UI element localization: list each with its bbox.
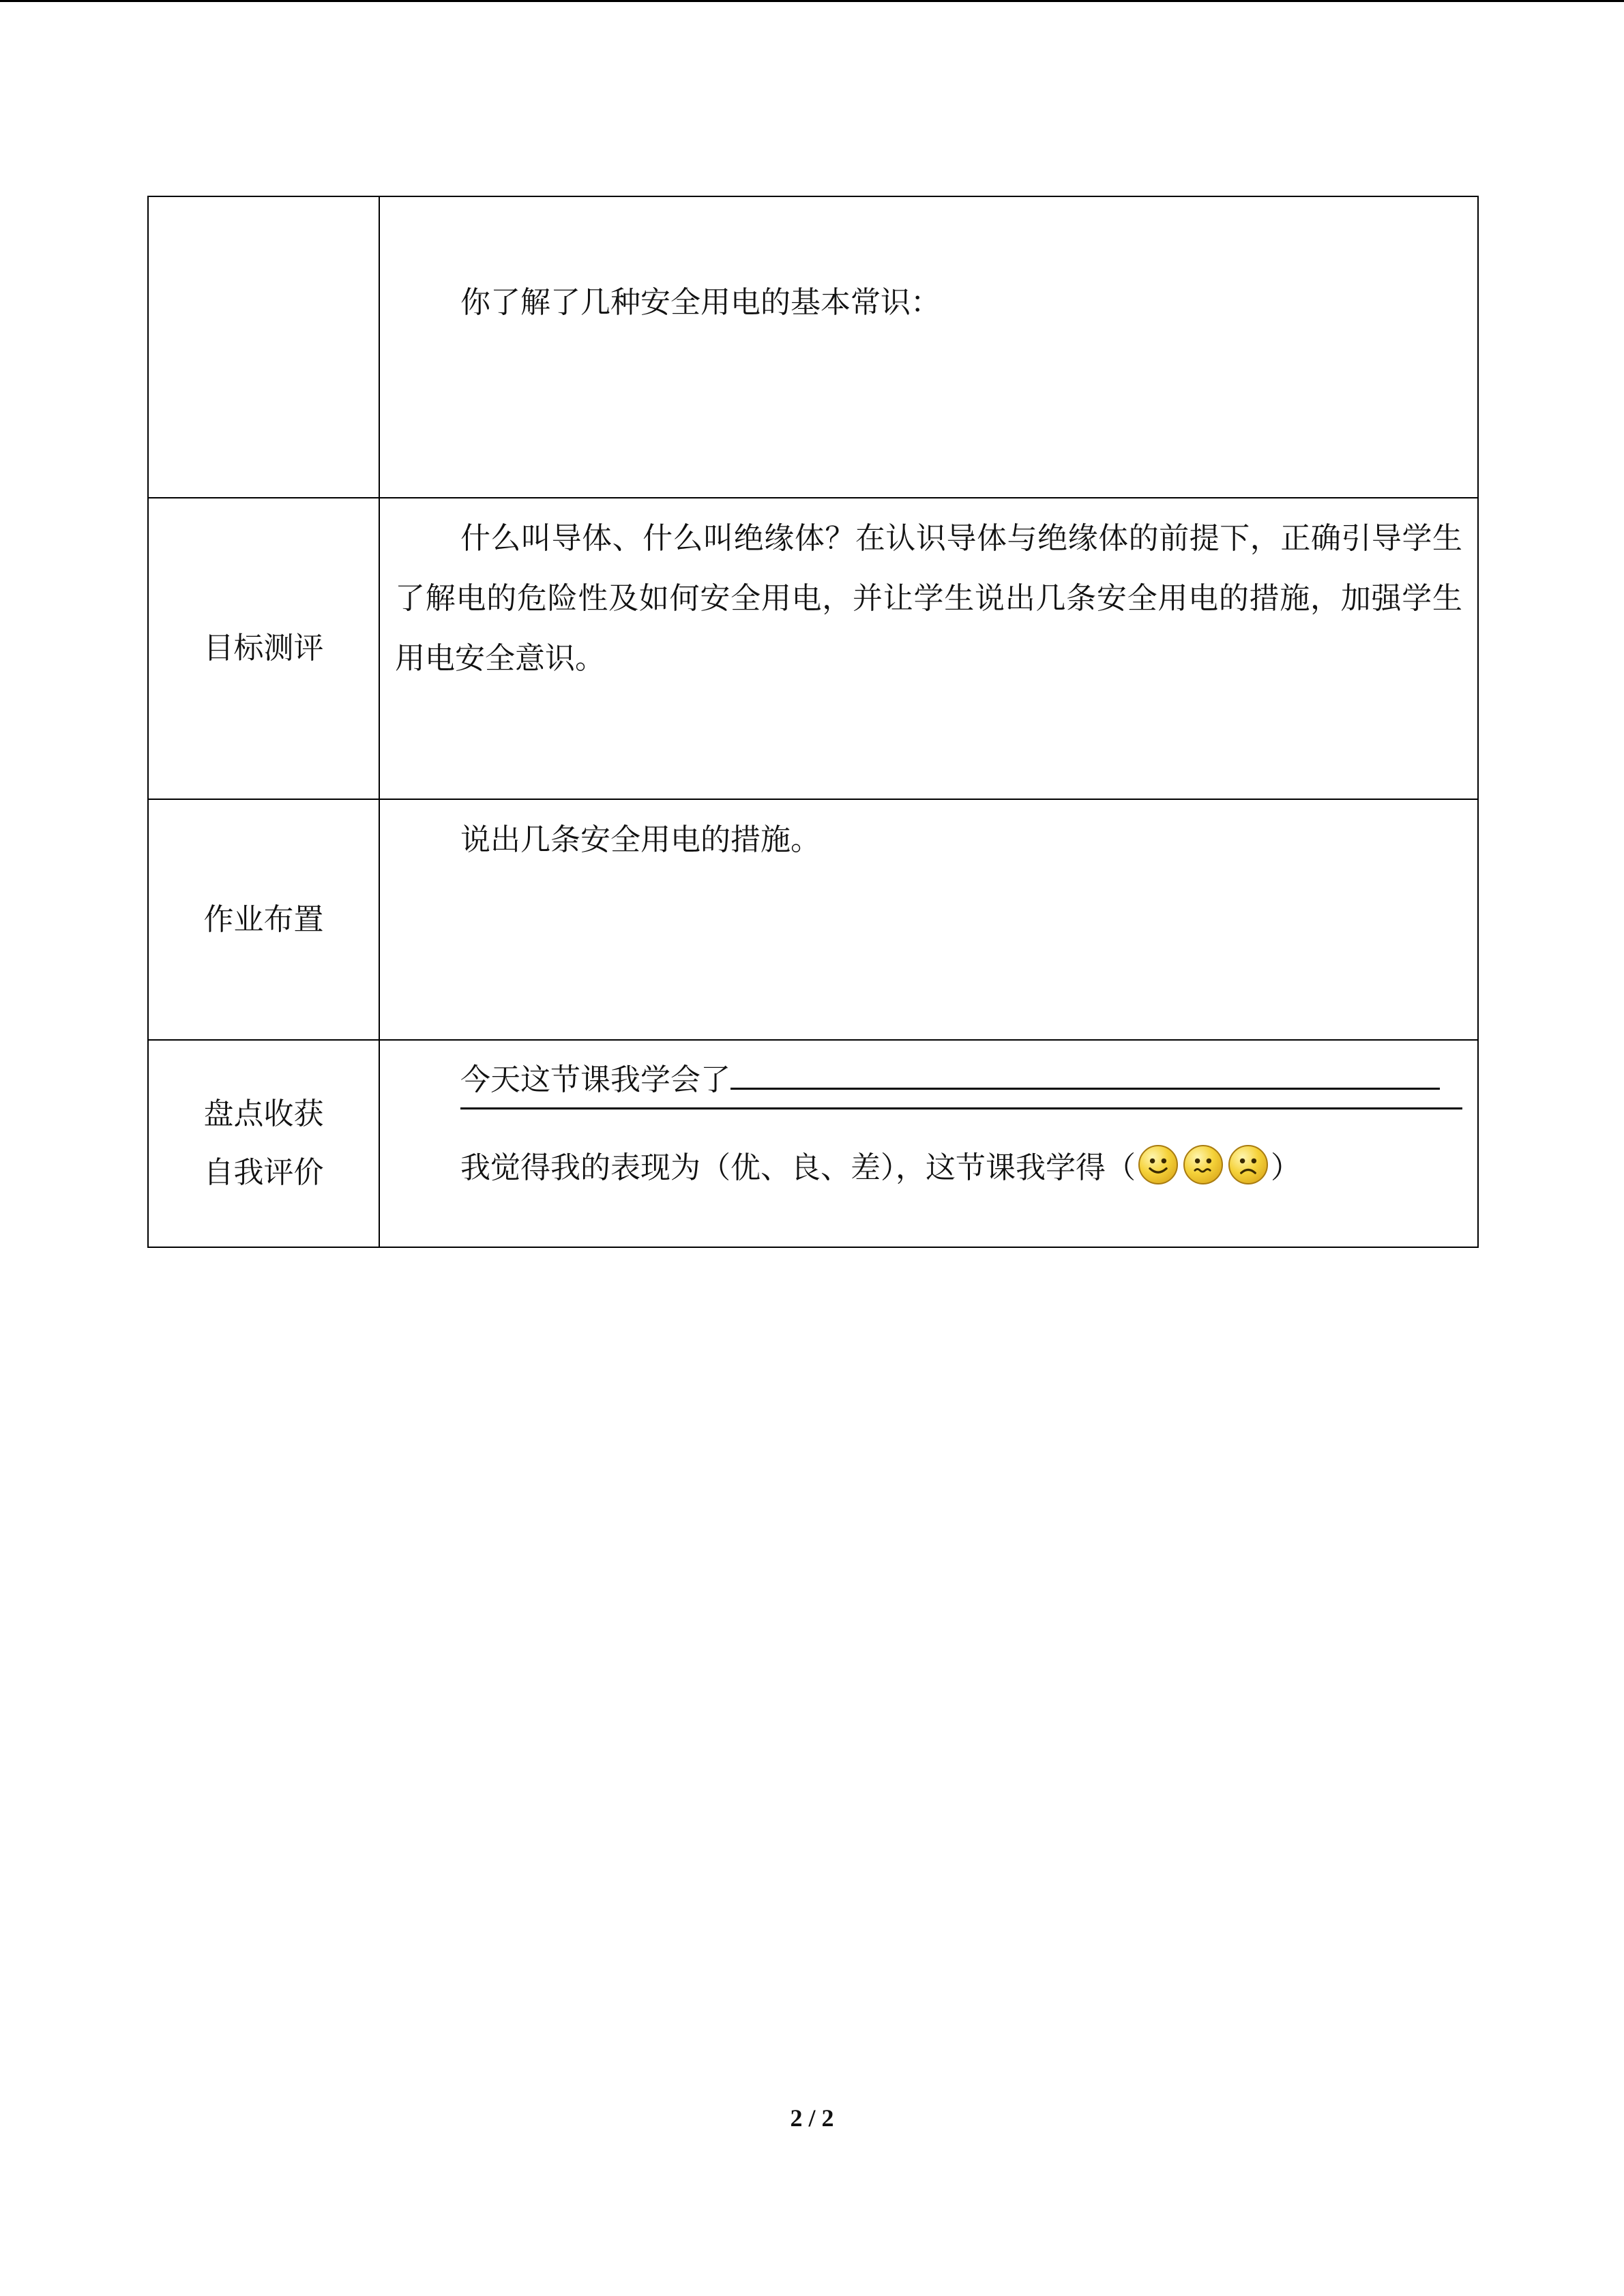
table-row — [148, 498, 1478, 799]
homework-text: 说出几条安全用电的措施。 — [460, 822, 821, 857]
row-content — [379, 1040, 1478, 1247]
self-rating-line — [395, 1139, 1462, 1197]
row-label-empty — [148, 196, 379, 498]
row-label-reflection — [148, 1040, 379, 1247]
table-row — [148, 1040, 1478, 1247]
label-text-line1: 盘点收获 — [203, 1097, 324, 1131]
label-text: 目标测评 — [203, 631, 324, 666]
row-label-homework — [148, 799, 379, 1040]
sad-face-icon[interactable] — [1228, 1145, 1268, 1184]
learned-prefix: 今天这节课我学会了 — [460, 1062, 730, 1097]
table-row — [148, 799, 1478, 1040]
table-row — [148, 196, 1478, 498]
smile-face-icon[interactable] — [1138, 1145, 1178, 1184]
learned-line — [395, 1051, 1462, 1109]
goal-evaluation-text: 什么叫导体、什么叫绝缘体？在认识导体与绝缘体的前提下，正确引导学生了解电的危险性及如何安全用电，并让学生说出几条安全用电的措施，加强学生用电安全意识。 — [395, 521, 1462, 676]
label-text: 作业布置 — [203, 901, 324, 937]
answer-blank-2[interactable] — [460, 1107, 1462, 1109]
row-content — [379, 498, 1478, 799]
safety-knowledge-text: 你了解了几种安全用电的基本常识： — [460, 285, 941, 320]
answer-blank-2-wrap — [395, 1109, 1462, 1139]
page-number: 2 / 2 — [790, 2104, 834, 2132]
self-rating-suffix: ） — [1271, 1150, 1301, 1185]
row-content — [379, 799, 1478, 1040]
label-text-line2: 自我评价 — [203, 1155, 324, 1190]
lesson-plan-table — [147, 196, 1479, 1248]
confused-face-icon[interactable] — [1183, 1145, 1223, 1184]
self-rating-prefix: 我觉得我的表现为（优、良、差），这节课我学得（ — [460, 1150, 1136, 1185]
answer-blank-1[interactable] — [730, 1087, 1440, 1090]
row-label-goal-evaluation — [148, 498, 379, 799]
row-content — [379, 196, 1478, 498]
page-top-border — [0, 0, 1624, 2]
